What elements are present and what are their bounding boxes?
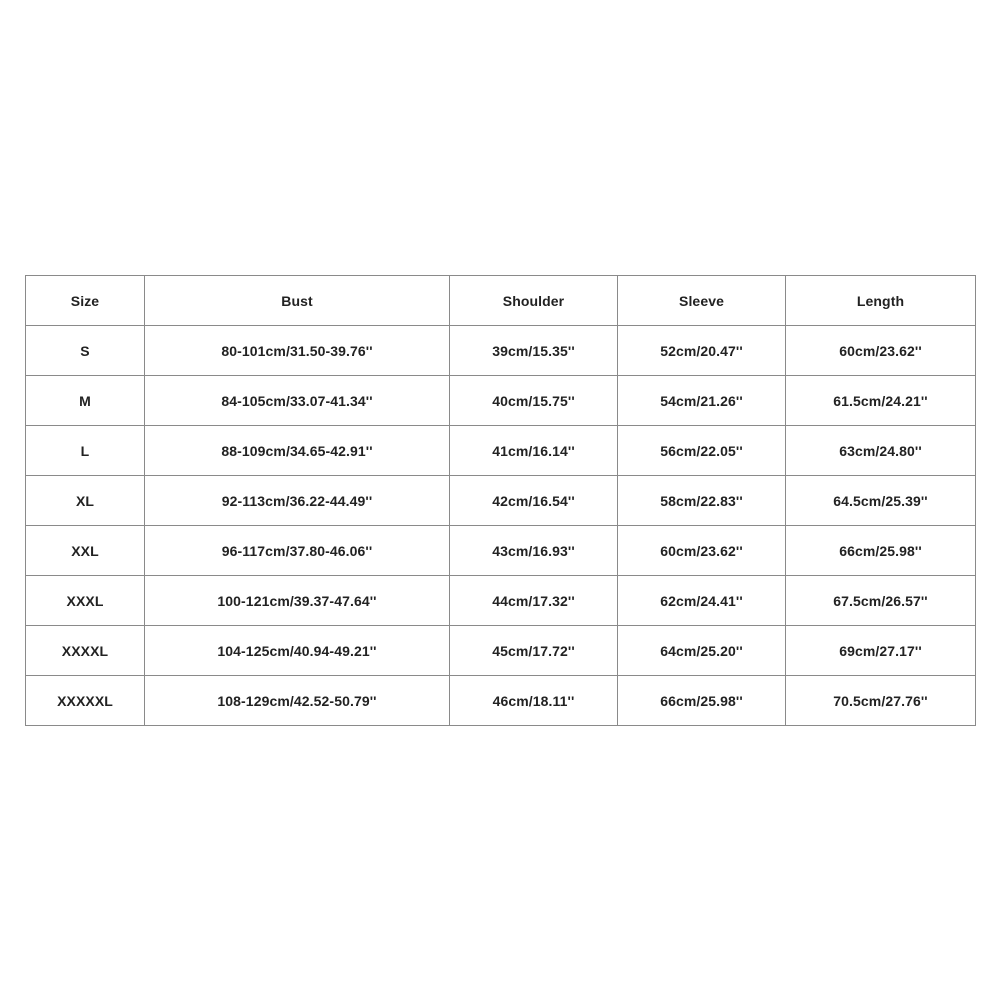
cell-size: XXL <box>26 526 145 576</box>
table-row <box>26 326 976 376</box>
cell-shoulder: 45cm/17.72'' <box>450 626 618 676</box>
table-row <box>26 526 976 576</box>
cell-length: 60cm/23.62'' <box>786 326 976 376</box>
cell-bust: 84-105cm/33.07-41.34'' <box>145 376 450 426</box>
cell-shoulder: 43cm/16.93'' <box>450 526 618 576</box>
cell-bust: 96-117cm/37.80-46.06'' <box>145 526 450 576</box>
cell-bust: 100-121cm/39.37-47.64'' <box>145 576 450 626</box>
cell-length: 61.5cm/24.21'' <box>786 376 976 426</box>
table-header-row <box>26 276 976 326</box>
cell-shoulder: 40cm/15.75'' <box>450 376 618 426</box>
cell-sleeve: 56cm/22.05'' <box>618 426 786 476</box>
header-shoulder: Shoulder <box>450 276 618 326</box>
table-row <box>26 376 976 426</box>
cell-shoulder: 44cm/17.32'' <box>450 576 618 626</box>
cell-size: XXXL <box>26 576 145 626</box>
cell-shoulder: 41cm/16.14'' <box>450 426 618 476</box>
cell-sleeve: 54cm/21.26'' <box>618 376 786 426</box>
header-bust: Bust <box>145 276 450 326</box>
table-row <box>26 676 976 726</box>
cell-shoulder: 46cm/18.11'' <box>450 676 618 726</box>
cell-size: XL <box>26 476 145 526</box>
cell-shoulder: 39cm/15.35'' <box>450 326 618 376</box>
cell-size: S <box>26 326 145 376</box>
cell-size: XXXXL <box>26 626 145 676</box>
cell-shoulder: 42cm/16.54'' <box>450 476 618 526</box>
cell-sleeve: 58cm/22.83'' <box>618 476 786 526</box>
cell-bust: 92-113cm/36.22-44.49'' <box>145 476 450 526</box>
cell-sleeve: 66cm/25.98'' <box>618 676 786 726</box>
cell-bust: 80-101cm/31.50-39.76'' <box>145 326 450 376</box>
cell-length: 64.5cm/25.39'' <box>786 476 976 526</box>
cell-length: 63cm/24.80'' <box>786 426 976 476</box>
header-length: Length <box>786 276 976 326</box>
cell-bust: 88-109cm/34.65-42.91'' <box>145 426 450 476</box>
cell-length: 66cm/25.98'' <box>786 526 976 576</box>
table-row <box>26 476 976 526</box>
header-size: Size <box>26 276 145 326</box>
cell-sleeve: 62cm/24.41'' <box>618 576 786 626</box>
header-sleeve: Sleeve <box>618 276 786 326</box>
cell-bust: 108-129cm/42.52-50.79'' <box>145 676 450 726</box>
cell-length: 67.5cm/26.57'' <box>786 576 976 626</box>
cell-size: M <box>26 376 145 426</box>
size-chart-table <box>25 275 976 726</box>
cell-size: XXXXXL <box>26 676 145 726</box>
cell-sleeve: 60cm/23.62'' <box>618 526 786 576</box>
table-row <box>26 426 976 476</box>
cell-length: 70.5cm/27.76'' <box>786 676 976 726</box>
cell-sleeve: 64cm/25.20'' <box>618 626 786 676</box>
cell-bust: 104-125cm/40.94-49.21'' <box>145 626 450 676</box>
cell-length: 69cm/27.17'' <box>786 626 976 676</box>
table-row <box>26 576 976 626</box>
table-row <box>26 626 976 676</box>
cell-sleeve: 52cm/20.47'' <box>618 326 786 376</box>
cell-size: L <box>26 426 145 476</box>
